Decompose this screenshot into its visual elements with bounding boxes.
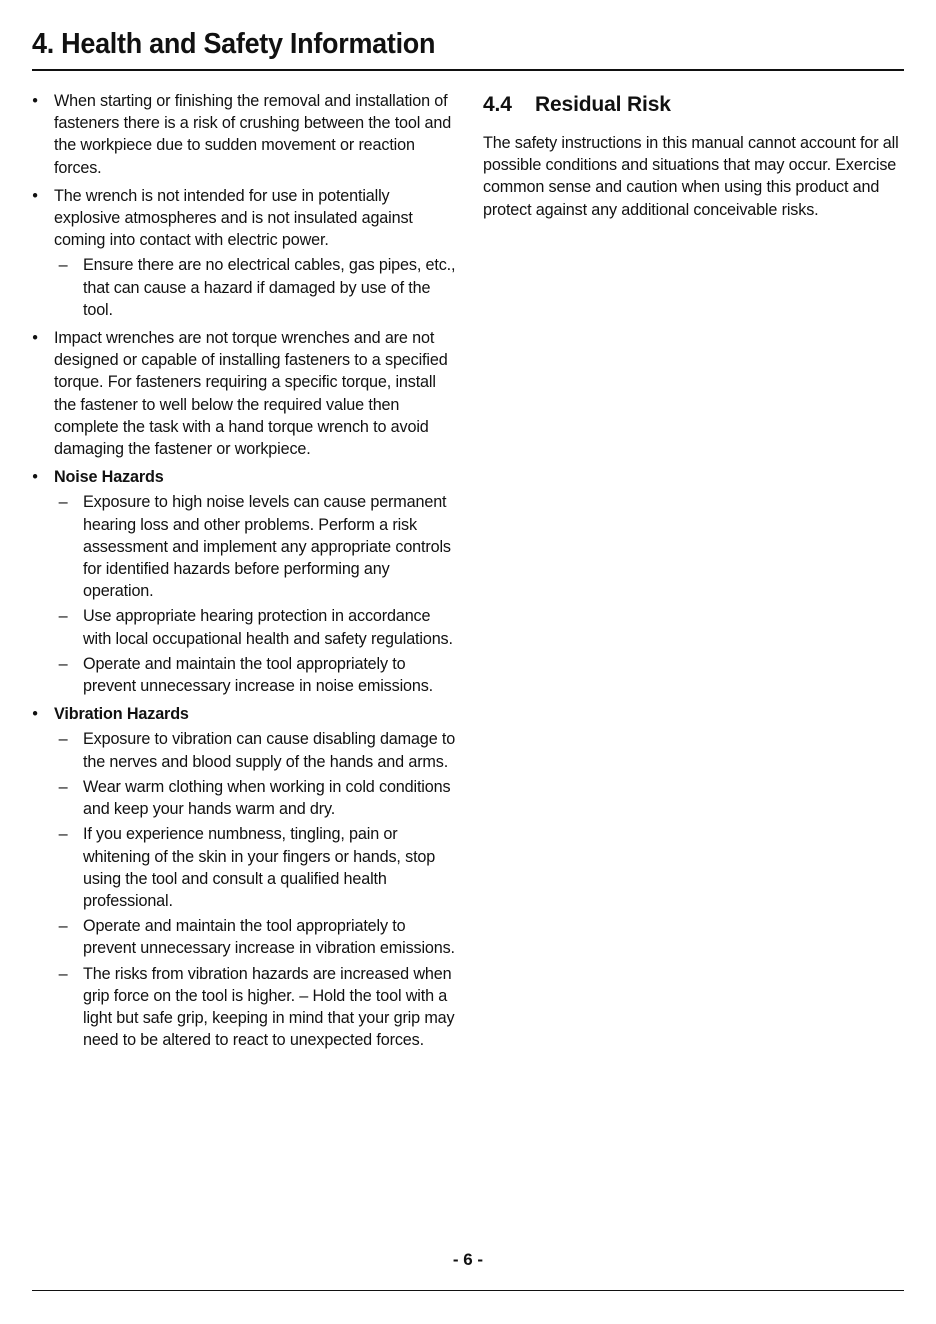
bullet-text: Impact wrenches are not torque wrenches and are not designed or capable of installing fasteners to a specified torque. For fasteners requiring a specific torque, install the fastener to well below the required value then complete the task with a hand torque wrench to avoid damaging the fastener or workpiece. — [54, 329, 448, 459]
residual-risk-paragraph: The safety instructions in this manual cannot account for all possible conditions and situations that may occur. Exercise common sense and caution when using this product and protect against any additional conceivable risks. — [483, 134, 899, 219]
sub-item — [54, 653, 456, 697]
left-column — [28, 90, 456, 1057]
title-divider — [32, 69, 904, 71]
sub-item — [54, 776, 456, 820]
bullet-item-crushing-risk — [28, 90, 456, 179]
dash-icon: – — [58, 825, 68, 844]
bullet-dot-icon: • — [32, 705, 38, 724]
dash-icon: – — [58, 964, 68, 983]
dash-icon: – — [58, 607, 68, 626]
sub-item — [54, 605, 456, 649]
bullet-dot-icon: • — [32, 186, 38, 205]
dash-icon: – — [58, 493, 68, 512]
bullet-item-vibration-hazards — [28, 703, 456, 1051]
sub-list — [54, 728, 456, 1051]
vibration-hazards-heading: Vibration Hazards — [54, 705, 189, 724]
health-safety-bullet-list — [28, 90, 456, 1051]
sub-list — [54, 491, 456, 697]
sub-item-text: Wear warm clothing when working in cold conditions and keep your hands warm and dry. — [83, 777, 451, 819]
bullet-dot-icon: • — [32, 92, 38, 110]
bullet-dot-icon: • — [32, 329, 38, 348]
page-title: 4. Health and Safety Information — [32, 28, 436, 60]
sub-item-text: Ensure there are no electrical cables, gas pipes, etc., that can cause a hazard if damaged by use of the tool. — [83, 256, 456, 319]
section-title: Residual Risk — [535, 93, 671, 116]
sub-item — [54, 491, 456, 602]
dash-icon: – — [58, 917, 68, 936]
bullet-item-explosive-atmospheres — [28, 185, 456, 321]
sub-item-text: Exposure to vibration can cause disabling damage to the nerves and blood supply of the hands and arms. — [83, 730, 456, 771]
sub-item — [54, 728, 456, 772]
bullet-text: The wrench is not intended for use in potentially explosive atmospheres and is not insulated against coming into contact with electric power. — [54, 186, 413, 250]
sub-item-text: Use appropriate hearing protection in accordance with local occupational health and safety regulations. — [83, 607, 453, 648]
right-column — [483, 90, 903, 221]
section-number: 4.4 — [483, 93, 512, 116]
sub-item-text: The risks from vibration hazards are increased when grip force on the tool is higher. – Hold the tool with a light but safe grip, keeping in mind that your grip may need to be altered to react to unexpected forces. — [83, 964, 455, 1050]
noise-hazards-heading: Noise Hazards — [54, 468, 164, 487]
bullet-item-noise-hazards — [28, 466, 456, 697]
sub-item-text: Exposure to high noise levels can cause permanent hearing loss and other problems. Perform a risk assessment and implement any appropriate controls for identified hazards before performing any operation. — [83, 493, 451, 601]
sub-item — [54, 823, 456, 912]
bullet-item-torque — [28, 327, 456, 460]
sub-item — [54, 254, 456, 321]
dash-icon: – — [58, 256, 68, 275]
page-number: - 6 - — [452, 1250, 484, 1269]
footer-divider — [32, 1290, 904, 1291]
dash-icon: – — [58, 777, 68, 796]
sub-item-text: Operate and maintain the tool appropriately to prevent unnecessary increase in vibration emissions. — [83, 917, 455, 958]
sub-list — [54, 254, 456, 321]
bullet-dot-icon: • — [32, 468, 38, 487]
section-heading-residual-risk — [483, 90, 903, 120]
bullet-text: When starting or finishing the removal and installation of fasteners there is a risk of crushing between the tool and the workpiece due to sudden movement or reaction forces. — [54, 92, 452, 177]
dash-icon: – — [58, 730, 68, 749]
sub-item — [54, 963, 456, 1052]
sub-item-text: If you experience numbness, tingling, pain or whitening of the skin in your fingers or hands, stop using the tool and consult a qualified health professional. — [83, 825, 436, 910]
sub-item-text: Operate and maintain the tool appropriately to prevent unnecessary increase in noise emissions. — [83, 654, 434, 696]
sub-item — [54, 915, 456, 959]
dash-icon: – — [58, 654, 68, 673]
